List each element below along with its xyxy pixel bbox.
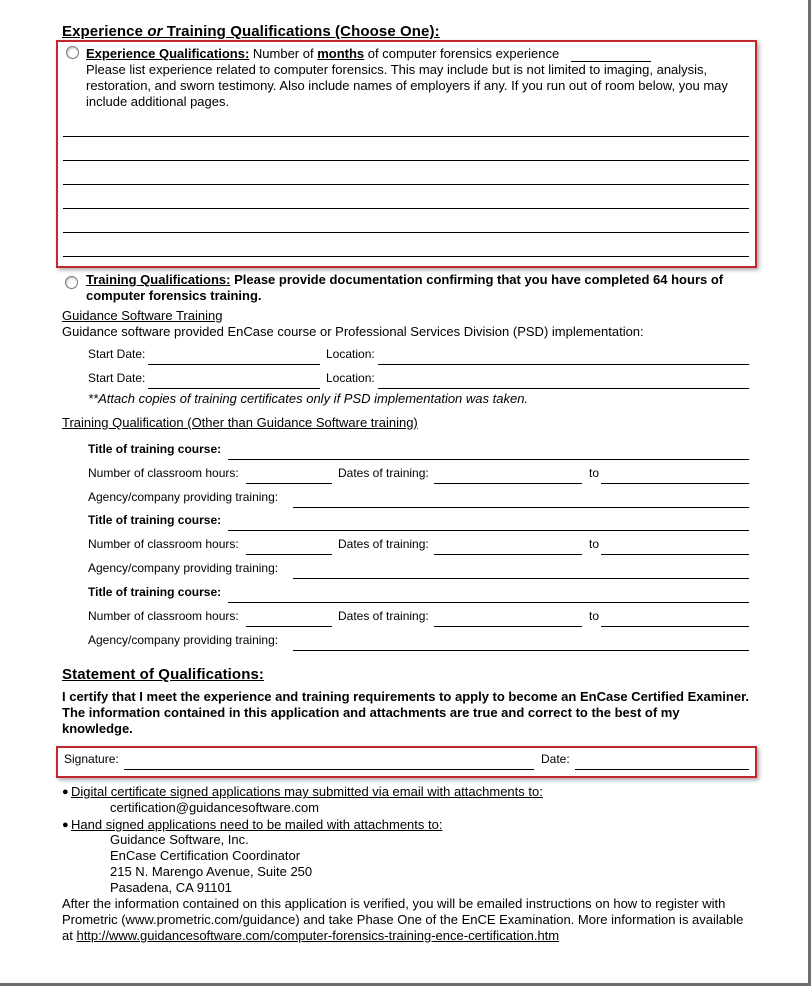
start-date-label: Start Date: (88, 371, 146, 385)
training-radio[interactable] (65, 276, 78, 289)
statement-heading: Statement of Qualifications: (62, 666, 264, 683)
dates-from-field[interactable] (434, 538, 582, 555)
experience-label: Experience Qualifications: (86, 46, 250, 61)
footer-text-body: After the information contained on this application is verified, you will be emailed instructions on how to register with Prometric (www.prometric.com/guidance) and take Phase One of the EnCE Examination. More information is available at (62, 896, 744, 943)
course-title-field[interactable] (228, 586, 749, 603)
location-field[interactable] (378, 348, 749, 365)
experience-entry-line[interactable] (63, 136, 749, 137)
course-title-field[interactable] (228, 443, 749, 460)
mail-title: Hand signed applications need to be mailed with attachments to: (71, 817, 443, 832)
agency-field[interactable] (293, 491, 749, 508)
course-title-label: Title of training course: (88, 585, 222, 599)
experience-entry-line[interactable] (63, 232, 749, 233)
training-text: Please provide documentation confirming that you have completed 64 hours of computer forensics training. (86, 272, 724, 303)
statement-text: I certify that I meet the experience and training requirements to apply to become an EnCase Certified Examiner. The information contained in this application and attachments are true and correct to the best of my knowledge. (62, 689, 750, 736)
dates-to-field[interactable] (601, 467, 749, 484)
section-heading (62, 23, 440, 40)
address-line: Pasadena, CA 91101 (110, 880, 232, 895)
dates-label: Dates of training: (338, 466, 429, 480)
classroom-hours-label: Number of classroom hours: (88, 466, 239, 480)
psd-note: **Attach copies of training certificates only if PSD implementation was taken. (88, 391, 529, 406)
to-label: to (589, 537, 600, 551)
months-word: months (317, 46, 365, 61)
heading-text: Training Qualifications (Choose One): (162, 23, 440, 40)
bullet-icon: ● (62, 819, 69, 831)
guidance-training-title: Guidance Software Training (62, 308, 223, 323)
guidance-training-description: Guidance software provided EnCase course or Professional Services Division (PSD) implementation: (62, 324, 644, 339)
email-address[interactable]: certification@guidancesoftware.com (110, 800, 320, 815)
footer-link[interactable]: http://www.guidancesoftware.com/computer-forensics-training-ence-certification.htm (76, 928, 560, 943)
training-qualifications (86, 272, 751, 304)
other-training-title: Training Qualification (Other than Guidance Software training) (62, 415, 418, 430)
to-label: to (589, 466, 600, 480)
location-field[interactable] (378, 372, 749, 389)
start-date-field[interactable] (148, 372, 320, 389)
to-label: to (589, 609, 600, 623)
date-label: Date: (541, 752, 570, 766)
signature-label: Signature: (64, 752, 119, 766)
classroom-hours-label: Number of classroom hours: (88, 609, 239, 623)
date-field[interactable] (575, 753, 749, 770)
training-label: Training Qualifications: (86, 272, 231, 287)
dates-to-field[interactable] (601, 610, 749, 627)
experience-description: Please list experience related to computer forensics. This may include but is not limited to imaging, analysis, restoration, and sworn testimony. Also include names of employers if any. If you run out of room below, you may include additional pages. (86, 62, 728, 109)
heading-or: or (147, 23, 163, 40)
experience-entry-line[interactable] (63, 160, 749, 161)
course-title-field[interactable] (228, 514, 749, 531)
classroom-hours-field[interactable] (246, 538, 332, 555)
experience-text: Number of (249, 46, 318, 61)
agency-label: Agency/company providing training: (88, 633, 279, 647)
dates-from-field[interactable] (434, 467, 582, 484)
address-line: EnCase Certification Coordinator (110, 848, 301, 863)
bullet-icon: ● (62, 786, 69, 798)
signature-field[interactable] (124, 753, 534, 770)
agency-field[interactable] (293, 634, 749, 651)
course-title-label: Title of training course: (88, 513, 222, 527)
experience-entry-line[interactable] (63, 256, 749, 257)
location-label: Location: (326, 371, 375, 385)
dates-label: Dates of training: (338, 609, 429, 623)
address-line: Guidance Software, Inc. (110, 832, 249, 847)
classroom-hours-field[interactable] (246, 467, 332, 484)
experience-entry-line[interactable] (63, 184, 749, 185)
start-date-label: Start Date: (88, 347, 146, 361)
heading-text: Experience (62, 23, 148, 40)
start-date-field[interactable] (148, 348, 320, 365)
dates-to-field[interactable] (601, 538, 749, 555)
digital-title: Digital certificate signed applications may submitted via email with attachments to: (71, 784, 543, 799)
course-title-label: Title of training course: (88, 442, 222, 456)
agency-field[interactable] (293, 562, 749, 579)
experience-entry-line[interactable] (63, 208, 749, 209)
agency-label: Agency/company providing training: (88, 561, 279, 575)
classroom-hours-field[interactable] (246, 610, 332, 627)
experience-radio[interactable] (66, 46, 79, 59)
location-label: Location: (326, 347, 375, 361)
agency-label: Agency/company providing training: (88, 490, 279, 504)
experience-text: of computer forensics experience (364, 46, 560, 61)
dates-from-field[interactable] (434, 610, 582, 627)
classroom-hours-label: Number of classroom hours: (88, 537, 239, 551)
address-line: 215 N. Marengo Avenue, Suite 250 (110, 864, 313, 879)
dates-label: Dates of training: (338, 537, 429, 551)
footer-text (62, 896, 752, 944)
months-field[interactable] (571, 45, 651, 62)
